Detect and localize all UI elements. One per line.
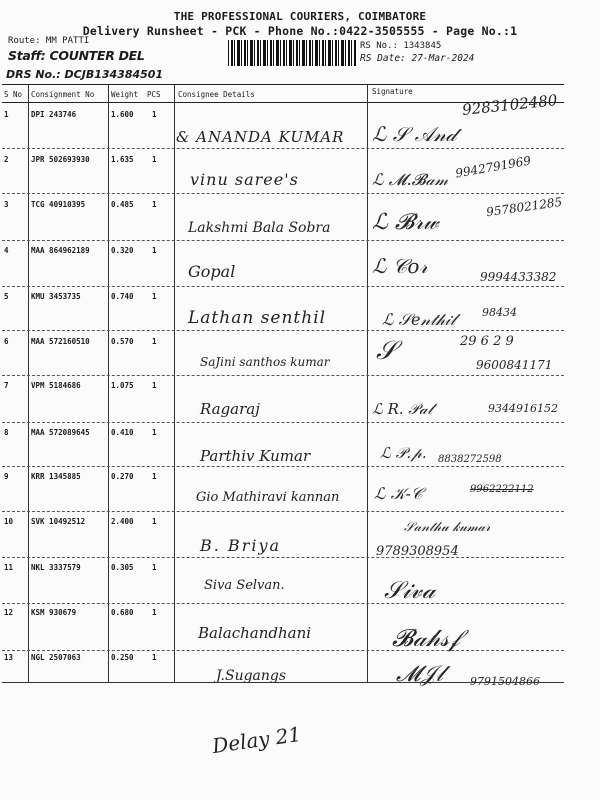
signature-mark: ℒ 𝓜.𝓑𝒶𝓂 [372, 170, 449, 189]
col-divider [174, 84, 175, 682]
header-sno: S No [4, 90, 23, 99]
row-consignee-handwritten: vinu saree's [190, 170, 299, 189]
row-sno: 11 [4, 563, 14, 572]
row-consignment: TCG 40910395 [31, 200, 86, 209]
row-weight: 0.680 [111, 608, 134, 617]
row-sno: 12 [4, 608, 14, 617]
row-separator [2, 603, 564, 604]
row-consignment: VPM 5184686 [31, 381, 81, 390]
row-separator [2, 286, 564, 287]
row-pcs: 1 [152, 608, 157, 617]
signature-mark: 𝒮 [376, 336, 397, 366]
row-consignment: KRR 1345885 [31, 472, 81, 481]
row-consignment: NKL 3337579 [31, 563, 81, 572]
row-phone-handwritten: 9962222112 [470, 484, 534, 495]
row-consignee-handwritten: Parthiv Kumar [200, 447, 311, 465]
row-weight: 0.410 [111, 428, 134, 437]
row-consignee-handwritten: Gopal [188, 262, 236, 281]
footer-handwritten-note: Delay 21 [210, 721, 303, 759]
row-weight: 1.635 [111, 155, 134, 164]
row-consignment: MAA 572160510 [31, 337, 90, 346]
row-phone-handwritten: 8838272598 [438, 454, 502, 465]
signature-mark: ℒ 𝒮𝑒𝓃𝓉𝒽𝒾𝓁 [382, 310, 456, 329]
signature-mark: 𝓜𝒥𝓁 [396, 662, 444, 687]
row-separator [2, 148, 564, 149]
row-separator [2, 240, 564, 241]
row-consignee-handwritten: & ANANDA KUMAR [176, 128, 345, 146]
signature-mark: ℒ 𝒮 𝒜𝓃𝒹 [372, 122, 456, 146]
row-consignment: KMU 3453735 [31, 292, 81, 301]
row-sno: 9 [4, 472, 9, 481]
row-sno: 7 [4, 381, 9, 390]
signature-mark: 𝒮𝒶𝓃𝓉𝒽𝓊 𝓀𝓊𝓂𝒶𝓇 [404, 520, 491, 535]
row-phone-handwritten: 9344916152 [488, 402, 558, 415]
rs-number: RS No.: 1343845 [360, 41, 442, 51]
table-top-rule [2, 84, 564, 85]
signature-mark: 𝓑𝒶𝒽𝓈𝒻 [392, 624, 460, 652]
row-sno: 1 [4, 110, 9, 119]
row-consignment: NGL 2507063 [31, 653, 81, 662]
barcode-image [228, 40, 356, 66]
row-sno: 5 [4, 292, 9, 301]
row-separator [2, 375, 564, 376]
row-phone-handwritten: 98434 [482, 306, 517, 319]
row-separator [2, 557, 564, 558]
row-consignment: KSM 930679 [31, 608, 77, 617]
signature-extra-mark: 29 6 2 9 [460, 334, 514, 349]
row-weight: 0.270 [111, 472, 134, 481]
row-weight: 0.320 [111, 246, 134, 255]
row-separator [2, 330, 564, 331]
row-sno: 10 [4, 517, 14, 526]
row-phone-handwritten: 9578021285 [485, 194, 563, 220]
row-weight: 0.740 [111, 292, 134, 301]
rs-date: RS Date: 27-Mar-2024 [360, 53, 475, 64]
row-pcs: 1 [152, 110, 157, 119]
row-consignment: MAA 572089645 [31, 428, 90, 437]
row-pcs: 1 [152, 653, 157, 662]
row-weight: 1.600 [111, 110, 134, 119]
header-consignment: Consignment No [31, 90, 95, 99]
row-pcs: 1 [152, 563, 157, 572]
row-pcs: 1 [152, 517, 157, 526]
header-weight: Weight [111, 90, 139, 99]
company-title: THE PROFESSIONAL COURIERS, COIMBATORE [173, 10, 427, 23]
signature-mark: 𝒮𝒾𝓋𝒶 [384, 576, 436, 604]
row-consignee-handwritten: SaJini santhos kumar [200, 355, 330, 369]
row-weight: 0.570 [111, 337, 134, 346]
row-phone-handwritten: 9942791969 [454, 153, 532, 181]
row-consignee-handwritten: J.Sugangs [216, 668, 287, 684]
row-sno: 4 [4, 246, 9, 255]
table-bottom-rule [2, 682, 564, 683]
row-sno: 8 [4, 428, 9, 437]
row-pcs: 1 [152, 337, 157, 346]
row-separator [2, 511, 564, 512]
row-pcs: 1 [152, 200, 157, 209]
row-consignment: DPI 243746 [31, 110, 77, 119]
row-phone-handwritten: 9789308954 [376, 544, 459, 559]
row-pcs: 1 [152, 428, 157, 437]
signature-mark: ℒ 𝓑𝓇𝓌 [372, 210, 439, 235]
row-sno: 2 [4, 155, 9, 164]
col-divider [367, 84, 368, 682]
row-consignment: JPR 502693930 [31, 155, 90, 164]
row-sno: 6 [4, 337, 9, 346]
row-consignee-handwritten: Balachandhani [198, 624, 312, 642]
row-weight: 0.250 [111, 653, 134, 662]
row-consignee-handwritten: Siva Selvan. [204, 578, 285, 593]
runsheet-subtitle: Delivery Runsheet - PCK - Phone No.:0422-3505555 - Page No.:1 [82, 24, 518, 38]
row-pcs: 1 [152, 155, 157, 164]
row-sno: 3 [4, 200, 9, 209]
row-consignee-handwritten: B. Briya [200, 536, 282, 555]
row-separator [2, 650, 564, 651]
header-consignee: Consignee Details [178, 90, 255, 99]
row-weight: 2.400 [111, 517, 134, 526]
route-label: Route: MM PATTI [8, 36, 90, 46]
row-phone-handwritten: 9600841171 [476, 358, 553, 372]
row-separator [2, 193, 564, 194]
row-consignee-handwritten: Gio Mathiravi kannan [196, 490, 340, 505]
row-pcs: 1 [152, 472, 157, 481]
row-weight: 0.305 [111, 563, 134, 572]
header-pcs: PCS [147, 90, 161, 99]
row-weight: 0.485 [111, 200, 134, 209]
col-divider [108, 84, 109, 682]
row-consignee-handwritten: Ragaraj [200, 400, 260, 418]
row-sno: 13 [4, 653, 14, 662]
signature-mark: ℒ 𝒫.𝓅. [380, 444, 427, 462]
row-phone-handwritten: 9283102480 [461, 91, 559, 119]
drs-number: DRS No.: DCJB134384501 [6, 68, 164, 81]
row-separator [2, 466, 564, 467]
row-phone-handwritten: 9791504866 [470, 675, 540, 688]
row-weight: 1.075 [111, 381, 134, 390]
staff-label: Staff: COUNTER DEL [8, 48, 145, 63]
row-consignee-handwritten: Lakshmi Bala Sobra [188, 220, 331, 236]
row-phone-handwritten: 9994433382 [480, 270, 557, 284]
row-consignment: SVK 10492512 [31, 517, 86, 526]
row-pcs: 1 [152, 292, 157, 301]
row-pcs: 1 [152, 381, 157, 390]
signature-mark: ℒ 𝒦-𝒞 [374, 484, 423, 503]
col-divider [28, 84, 29, 682]
signature-mark: ℒ 𝒞𝑜𝓇 [372, 254, 428, 278]
row-separator [2, 422, 564, 423]
row-consignment: MAA 864962189 [31, 246, 90, 255]
signature-mark: ℒ R. 𝒫𝒶𝓁 [372, 400, 433, 418]
header-signature: Signature [372, 87, 413, 96]
row-pcs: 1 [152, 246, 157, 255]
row-consignee-handwritten: Lathan senthil [188, 308, 327, 328]
